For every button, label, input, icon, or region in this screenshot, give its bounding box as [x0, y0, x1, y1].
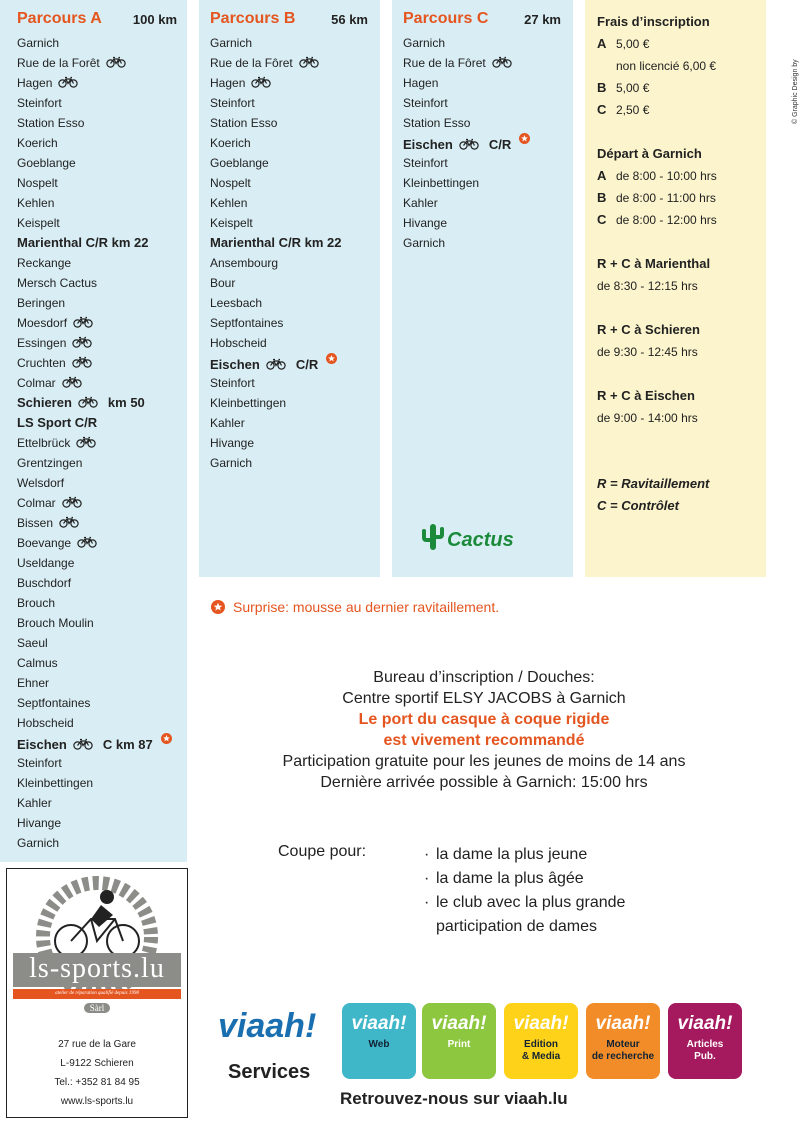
helmet-warning-1: Le port du casque à coque rigide [358, 711, 610, 728]
bicycle-icon [459, 138, 479, 150]
route-stop-label: Steinfort [210, 376, 255, 390]
route-stop-label: Hobscheid [17, 716, 74, 730]
parcours-a-title [17, 10, 177, 32]
viaah-tile-label: Print [447, 1039, 471, 1050]
route-stop [17, 113, 172, 133]
route-stop [17, 373, 172, 393]
route-stop [17, 173, 172, 193]
route-stop-label: Garnich [210, 456, 253, 470]
parcours-b-name: Parcours B [210, 10, 296, 27]
route-stop [210, 233, 342, 253]
star-badge-icon [161, 733, 172, 744]
route-stop [17, 593, 172, 613]
viaah-tile-label: Moteur de recherche [591, 1039, 655, 1062]
route-stop [17, 793, 172, 813]
route-stop [17, 673, 172, 693]
route-stop [17, 633, 172, 653]
bicycle-icon [251, 76, 271, 88]
route-stop-label: Bissen [17, 516, 54, 530]
route-stop [403, 153, 530, 173]
route-stop-label: Rue de la Fôret [403, 56, 486, 70]
route-stop [17, 133, 172, 153]
bicycle-icon [77, 536, 97, 548]
route-stop [17, 33, 172, 53]
parcours-a-distance: 100 km [132, 12, 177, 27]
parcours-a-stops [17, 33, 172, 853]
legend-r: R = Ravitaillement [597, 476, 710, 491]
route-stop-label: Station Esso [210, 116, 278, 130]
route-stop [403, 93, 530, 113]
route-stop-label: Kleinbettingen [210, 396, 287, 410]
route-stop [17, 733, 172, 753]
depart-b-time: de 8:00 - 11:00 hrs [616, 191, 716, 205]
route-stop [17, 233, 172, 253]
route-stop-label: Grentzingen [17, 456, 83, 470]
address-city: L-9122 Schieren [60, 1058, 134, 1069]
route-stop [210, 433, 342, 453]
route-stop-label: Mersch Cactus [17, 276, 98, 290]
route-stop-label: Steinfort [210, 96, 255, 110]
route-stop-suffix: C km 87 [102, 737, 153, 752]
route-stop [17, 153, 172, 173]
viaah-tile-word: viaah! [513, 1013, 569, 1034]
route-stop [210, 73, 342, 93]
bicycle-icon [58, 76, 78, 88]
fee-c-price: 2,50 € [616, 103, 650, 117]
star-badge-icon [211, 600, 225, 614]
info-block [199, 667, 769, 793]
rc-schieren-time: de 9:30 - 12:45 hrs [597, 345, 698, 359]
graphic-design-credit [778, 6, 799, 126]
depart-a-key: A [597, 168, 607, 183]
route-stop [17, 473, 172, 493]
helmet-warning-2: est vivement recommandé [383, 732, 585, 749]
list-item: · le club avec la plus grande [424, 891, 744, 915]
route-stop-label: Garnich [403, 36, 446, 50]
route-stop [210, 253, 342, 273]
route-stop-label: Saeul [17, 636, 48, 650]
rc-marienthal-time: de 8:30 - 12:15 hrs [597, 279, 698, 293]
depart-c-time: de 8:00 - 12:00 hrs [616, 213, 717, 227]
viaah-tile[interactable] [422, 1003, 496, 1079]
viaah-tile-word: viaah! [677, 1013, 733, 1034]
route-stop-label: Steinfort [403, 156, 448, 170]
surprise-note [211, 599, 499, 615]
route-stop-label: Marienthal C/R km 22 [17, 235, 149, 250]
ls-sports-ad [6, 868, 188, 1118]
route-stop-label: Station Esso [17, 116, 85, 130]
ls-sports-tagline: atelier de réparation qualifié depuis 1998 [13, 989, 181, 999]
route-stop [17, 753, 172, 773]
route-stop [210, 393, 342, 413]
rc-eischen-time: de 9:00 - 14:00 hrs [597, 411, 698, 425]
bicycle-icon [492, 56, 512, 68]
route-stop [210, 133, 342, 153]
route-stop-label: Eischen [403, 137, 453, 152]
parcours-b-stops [210, 33, 342, 473]
rc-eischen-title: R + C à Eischen [597, 388, 695, 403]
route-stop-suffix: C/R [295, 357, 319, 372]
route-stop [210, 353, 342, 373]
route-stop [210, 413, 342, 433]
route-stop-label: Eischen [210, 357, 260, 372]
info-line-bureau: Bureau d’inscription / Douches: [373, 669, 595, 686]
route-stop [403, 113, 530, 133]
cactus-icon [422, 522, 444, 552]
fee-a-key: A [597, 36, 607, 51]
viaah-tile[interactable] [668, 1003, 742, 1079]
bicycle-icon [76, 436, 96, 448]
route-stop-label: Kehlen [17, 196, 55, 210]
route-stop-label: Colmar [17, 376, 56, 390]
route-stop [403, 173, 530, 193]
viaah-tile-word: viaah! [595, 1013, 651, 1034]
route-stop-label: Koerich [210, 136, 251, 150]
route-stop-label: Marienthal C/R km 22 [210, 235, 342, 250]
viaah-logo: viaah! [218, 1007, 317, 1045]
info-line-centre: Centre sportif ELSY JACOBS à Garnich [342, 690, 626, 707]
route-stop-label: Hagen [403, 76, 439, 90]
route-stop [17, 433, 172, 453]
route-stop-label: Station Esso [403, 116, 471, 130]
depart-c [597, 209, 762, 231]
route-stop-label: Bour [210, 276, 236, 290]
route-stop-label: Buschdorf [17, 576, 72, 590]
fee-a [597, 33, 762, 55]
route-stop [17, 653, 172, 673]
route-stop [210, 453, 342, 473]
route-stop-label: Brouch Moulin [17, 616, 94, 630]
route-stop [17, 193, 172, 213]
route-stop-label: Cruchten [17, 356, 66, 370]
address-street: 27 rue de la Gare [58, 1039, 136, 1050]
route-stop-label: Kleinbettingen [17, 776, 94, 790]
route-stop [17, 253, 172, 273]
parcours-c-stops [403, 33, 530, 253]
coupe-label: Coupe pour: [278, 843, 367, 860]
route-stop-label: Garnich [17, 36, 60, 50]
route-stop-label: Kehlen [210, 196, 248, 210]
parcours-b-title [210, 10, 368, 32]
route-stop-label: Boevange [17, 536, 72, 550]
route-stop [403, 33, 530, 53]
credit-text: © Graphic Design by [792, 59, 799, 124]
route-stop-label: Hagen [17, 76, 53, 90]
route-stop [210, 373, 342, 393]
star-badge-icon [326, 353, 337, 364]
star-badge-icon [519, 133, 530, 144]
route-stop-label: Goeblange [17, 156, 76, 170]
route-stop-label: Septfontaines [210, 316, 284, 330]
ls-sports-address [7, 1035, 187, 1111]
fee-b [597, 77, 762, 99]
route-stop [210, 333, 342, 353]
route-stop-label: Rue de la Forêt [17, 56, 100, 70]
route-stop-label: Hobscheid [210, 336, 267, 350]
route-stop-label: Steinfort [17, 96, 62, 110]
route-stop-label: Keispelt [210, 216, 253, 230]
viaah-tile-label: Web [368, 1039, 390, 1050]
route-stop [17, 93, 172, 113]
route-stop [210, 213, 342, 233]
viaah-tile-word: viaah! [351, 1013, 407, 1034]
bicycle-icon [266, 358, 286, 370]
route-stop [403, 73, 530, 93]
viaah-services-banner [212, 1003, 760, 1119]
fees-title: Frais d’inscription [597, 14, 710, 29]
cactus-logo [422, 522, 547, 556]
route-stop-label: Brouch [17, 596, 56, 610]
bicycle-icon [73, 316, 93, 328]
route-stop-label: Garnich [17, 836, 60, 850]
route-stop [17, 513, 172, 533]
bicycle-icon [72, 336, 92, 348]
route-stop-label: LS Sport C/R [17, 415, 98, 430]
route-stop-label: Hagen [210, 76, 246, 90]
fee-a-price: 5,00 € [616, 37, 650, 51]
route-stop-label: Welsdorf [17, 476, 65, 490]
info-line-arrivee: Dernière arrivée possible à Garnich: 15:00 hrs [320, 774, 648, 791]
route-stop [210, 273, 342, 293]
route-stop-label: Calmus [17, 656, 58, 670]
route-stop [210, 193, 342, 213]
route-stop [210, 93, 342, 113]
route-stop [403, 213, 530, 233]
list-item: participation de dames [436, 918, 597, 935]
route-stop [17, 453, 172, 473]
viaah-tile-label: Edition & Media [521, 1039, 561, 1062]
sarl-label [7, 1003, 187, 1013]
route-stop-label: Nospelt [210, 176, 251, 190]
route-stop-label: Leesbach [210, 296, 263, 310]
route-stop-label: Hivange [17, 816, 62, 830]
route-stop-label: Moesdorf [17, 316, 68, 330]
bicycle-icon [59, 516, 79, 528]
viaah-services-label: Services [228, 1061, 311, 1083]
route-stop [17, 493, 172, 513]
viaah-tile-word: viaah! [431, 1013, 487, 1034]
route-stop-suffix: km 50 [107, 395, 145, 410]
bicycle-icon [299, 56, 319, 68]
parcours-c-title [403, 10, 561, 32]
route-stop-label: Kahler [210, 416, 245, 430]
route-stop [17, 773, 172, 793]
route-stop [210, 113, 342, 133]
route-stop [210, 173, 342, 193]
route-stop-label: Schieren [17, 395, 72, 410]
fee-b-key: B [597, 80, 607, 95]
rc-schieren-title: R + C à Schieren [597, 322, 700, 337]
fee-a-nonlicencie: non licencié 6,00 € [616, 59, 717, 73]
surprise-text: Surprise: mousse au dernier ravitaillement. [233, 599, 500, 615]
route-stop [210, 33, 342, 53]
cactus-wordmark: Cactus [447, 529, 514, 551]
route-stop [17, 553, 172, 573]
depart-c-key: C [597, 212, 607, 227]
route-stop-label: Goeblange [210, 156, 269, 170]
route-stop-label: Beringen [17, 296, 66, 310]
bicycle-icon [62, 496, 82, 508]
route-stop [17, 693, 172, 713]
bicycle-icon [62, 376, 82, 388]
route-stop [17, 393, 172, 413]
route-stop-label: Nospelt [17, 176, 58, 190]
route-stop [17, 273, 172, 293]
bicycle-icon [73, 738, 93, 750]
route-stop-label: Kleinbettingen [403, 176, 480, 190]
viaah-retrouvez[interactable]: Retrouvez-nous sur viaah.lu [340, 1089, 568, 1108]
fee-c-key: C [597, 102, 607, 117]
route-stop-label: Useldange [17, 556, 75, 570]
fees-block [597, 11, 762, 517]
bicycle-icon [78, 396, 98, 408]
route-stop-label: Ansembourg [210, 256, 279, 270]
route-stop [17, 413, 172, 433]
route-stop [403, 133, 530, 153]
route-stop-label: Reckange [17, 256, 72, 270]
route-stop [17, 313, 172, 333]
bicycle-icon [106, 56, 126, 68]
route-stop-label: Hivange [210, 436, 255, 450]
depart-b [597, 187, 762, 209]
route-stop [403, 233, 530, 253]
route-stop-label: Garnich [403, 236, 446, 250]
parcours-a-name: Parcours A [17, 10, 102, 27]
route-stop [17, 533, 172, 553]
route-stop [403, 193, 530, 213]
route-stop [17, 53, 172, 73]
depart-b-key: B [597, 190, 607, 205]
fee-c [597, 99, 762, 121]
route-stop-label: Kahler [403, 196, 438, 210]
route-stop [210, 293, 342, 313]
route-stop-label: Koerich [17, 136, 58, 150]
route-stop [17, 573, 172, 593]
route-stop-label: Kahler [17, 796, 52, 810]
route-stop [210, 313, 342, 333]
route-stop-label: Garnich [210, 36, 253, 50]
route-stop-label: Steinfort [403, 96, 448, 110]
route-stop-label: Ettelbrück [17, 436, 71, 450]
viaah-tile[interactable] [586, 1003, 660, 1079]
info-line-gratuite: Participation gratuite pour les jeunes de moins de 14 ans [282, 753, 686, 770]
route-stop [210, 153, 342, 173]
fee-b-price: 5,00 € [616, 81, 650, 95]
route-stop [17, 73, 172, 93]
route-stop-label: Keispelt [17, 216, 60, 230]
route-stop [210, 53, 342, 73]
route-stop-label: Ehner [17, 676, 50, 690]
depart-a-time: de 8:00 - 10:00 hrs [616, 169, 717, 183]
route-stop [17, 213, 172, 233]
parcours-c-name: Parcours C [403, 10, 489, 27]
rc-marienthal-title: R + C à Marienthal [597, 256, 711, 271]
route-stop-label: Eischen [17, 737, 67, 752]
route-stop-label: Essingen [17, 336, 67, 350]
route-stop [17, 353, 172, 373]
list-item: · la dame la plus jeune [424, 843, 744, 867]
route-stop [403, 53, 530, 73]
list-item: · la dame la plus âgée [424, 867, 744, 891]
depart-title: Départ à Garnich [597, 146, 702, 161]
route-stop-label: Hivange [403, 216, 448, 230]
route-stop [17, 293, 172, 313]
coupe-list [424, 843, 744, 939]
address-web[interactable]: www.ls-sports.lu [60, 1096, 134, 1107]
route-stop [17, 613, 172, 633]
route-stop [17, 333, 172, 353]
route-stop-label: Rue de la Fôret [210, 56, 293, 70]
viaah-tile[interactable] [504, 1003, 578, 1079]
route-stop [17, 833, 172, 853]
route-stop-suffix: C/R [488, 137, 512, 152]
sarl-text: Sàrl [84, 1003, 111, 1013]
viaah-tile[interactable] [342, 1003, 416, 1079]
parcours-c-distance: 27 km [524, 12, 561, 27]
depart-a [597, 165, 762, 187]
viaah-tile-label: Articles Pub. [686, 1039, 724, 1062]
address-phone: Tel.: +352 81 84 95 [54, 1077, 140, 1088]
route-stop-label: Steinfort [17, 756, 62, 770]
legend-c: C = Contrôlet [597, 498, 679, 513]
route-stop [17, 813, 172, 833]
route-stop [17, 713, 172, 733]
bicycle-icon [72, 356, 92, 368]
ls-sports-brand: ls-sports.lu [29, 953, 165, 984]
parcours-b-distance: 56 km [331, 12, 368, 27]
route-stop-label: Septfontaines [17, 696, 91, 710]
route-stop-label: Colmar [17, 496, 56, 510]
